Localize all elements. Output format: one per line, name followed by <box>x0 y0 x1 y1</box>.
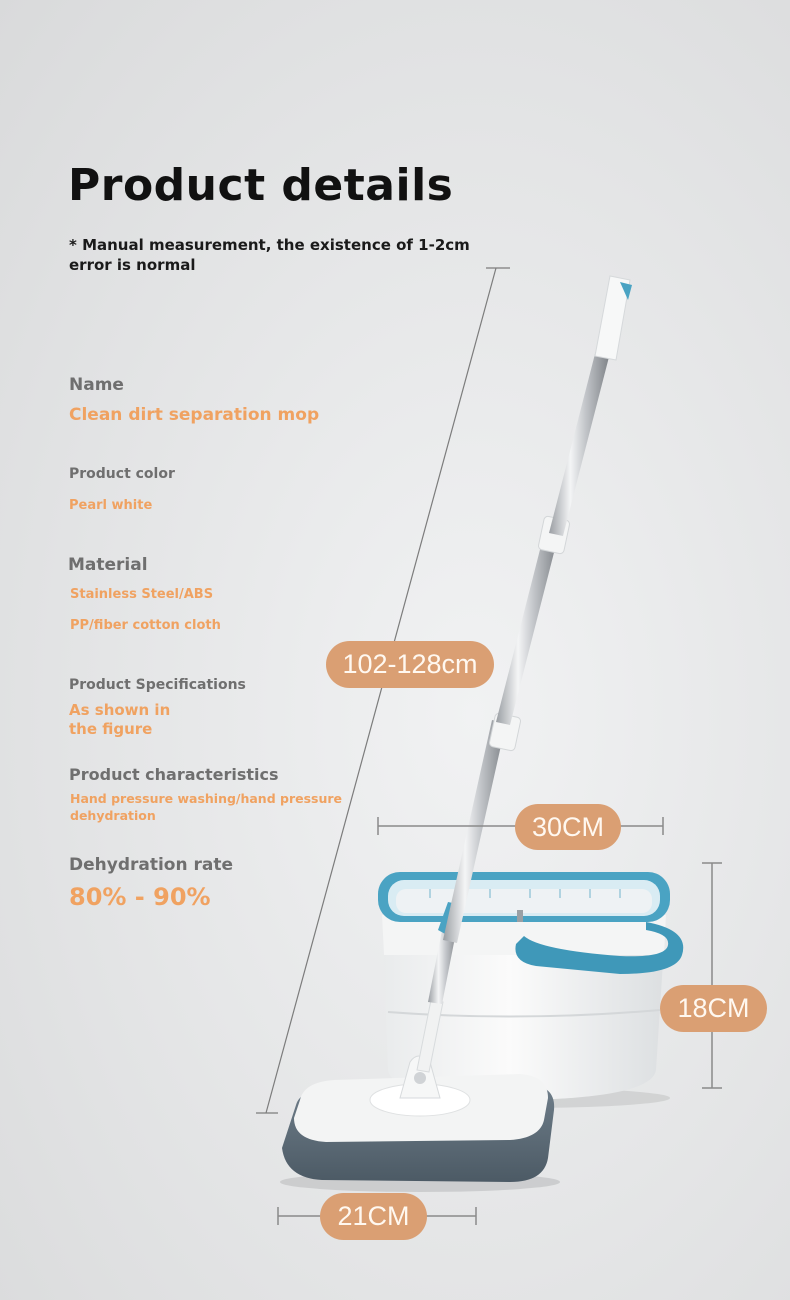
characteristics-value-line2: dehydration <box>70 808 156 823</box>
pad-width-badge: 21CM <box>320 1193 427 1240</box>
specifications-label: Product Specifications <box>69 677 246 693</box>
color-value: Pearl white <box>69 498 153 513</box>
material-value-2: PP/fiber cotton cloth <box>70 618 221 633</box>
name-value: Clean dirt separation mop <box>69 405 320 425</box>
bucket-height-badge: 18CM <box>660 985 767 1032</box>
name-label: Name <box>69 375 124 395</box>
height-measure-line <box>702 863 722 1088</box>
characteristics-value-line1: Hand pressure washing/hand pressure <box>70 791 343 806</box>
material-value-1: Stainless Steel/ABS <box>70 587 214 602</box>
color-label: Product color <box>69 466 175 482</box>
dehydration-value: 80% - 90% <box>69 883 211 911</box>
specifications-value-line2: the figure <box>69 720 153 738</box>
mop-length-badge: 102-128cm <box>326 641 494 688</box>
characteristics-label: Product characteristics <box>69 765 279 784</box>
page-title: Product details <box>68 160 454 211</box>
material-label: Material <box>68 555 148 575</box>
bucket-width-badge: 30CM <box>515 804 621 850</box>
measurement-note: * Manual measurement, the existence of 1-2cm error is normal <box>69 236 470 274</box>
mop-head <box>282 1056 554 1182</box>
dehydration-label: Dehydration rate <box>69 855 234 875</box>
specifications-value-line1: As shown in <box>69 701 171 719</box>
